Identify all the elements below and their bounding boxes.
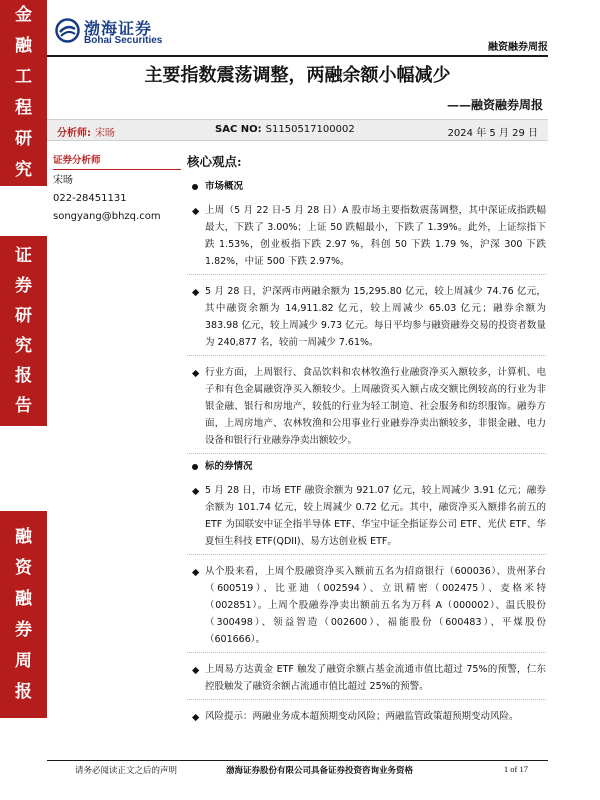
sidebar-char: 融 bbox=[15, 588, 32, 609]
sidebar-char: 报 bbox=[15, 365, 32, 386]
sidebar-char: 究 bbox=[15, 160, 32, 180]
sidebar-char: 券 bbox=[15, 275, 32, 296]
bullet-dot-icon bbox=[192, 184, 198, 190]
analyst-info-column bbox=[53, 152, 181, 224]
analyst-name-line: 宋旸 bbox=[53, 175, 73, 186]
sac-field bbox=[215, 124, 355, 135]
section-title: 标的券情况 bbox=[205, 461, 253, 472]
sidebar-char: 究 bbox=[15, 335, 32, 356]
sidebar-char: 工 bbox=[15, 67, 32, 87]
sidebar-char: 资 bbox=[15, 557, 32, 578]
dotted-divider bbox=[187, 652, 546, 653]
sidebar-char: 融 bbox=[15, 36, 32, 56]
sac-number: S1150517100002 bbox=[265, 124, 355, 135]
bullet-icon: ◆ bbox=[192, 368, 200, 379]
bullet-dot-icon bbox=[192, 464, 198, 470]
sidebar-char: 报 bbox=[15, 681, 32, 702]
sidebar-char: 融 bbox=[15, 526, 32, 547]
bullet-icon: ◆ bbox=[192, 486, 200, 497]
paragraph-text: 上周（5 月 22 日-5 月 28 日）A 股市场主要指数震荡调整，其中深证成指跌幅最大，下跌了 3.00%；上证 50 跌幅最小，下跌了 1.39%。此外，上证综指下跌 1.53%，创业板指下跌 2.97 %，科创 50 下跌 1.79 %，沪深 300 下跌 1.82%，中证 500 下跌 2.97%。 bbox=[205, 205, 546, 267]
bullet-icon: ◆ bbox=[192, 567, 200, 578]
sidebar-char: 研 bbox=[15, 129, 32, 149]
sidebar-char: 告 bbox=[15, 395, 32, 416]
analyst-phone: 022-28451131 bbox=[53, 193, 127, 204]
header-divider bbox=[47, 55, 548, 57]
meta-bar bbox=[47, 119, 548, 141]
paragraph-etf bbox=[187, 482, 548, 555]
sidebar-char: 证 bbox=[15, 245, 32, 266]
sidebar-char: 研 bbox=[15, 305, 32, 326]
bullet-icon: ◆ bbox=[192, 712, 200, 723]
sidebar-category-research-report bbox=[0, 236, 47, 426]
sidebar-category-financial-engineering bbox=[0, 0, 47, 186]
paragraph-stocks bbox=[187, 563, 548, 653]
section-market-overview bbox=[187, 180, 548, 194]
sac-label: SAC NO: bbox=[215, 124, 262, 135]
paragraph-industry bbox=[187, 364, 548, 454]
analyst-heading: 证券分析师 bbox=[53, 152, 181, 170]
section-etf-overview bbox=[187, 460, 548, 474]
sidebar-category-margin-weekly bbox=[0, 511, 47, 718]
analyst-name: 宋旸 bbox=[95, 128, 115, 139]
report-subtitle: ——融资融券周报 bbox=[446, 98, 543, 112]
sidebar-char: 金 bbox=[15, 5, 32, 25]
dotted-divider bbox=[187, 699, 546, 700]
footer-disclaimer: 请务必阅读正文之后的声明 bbox=[75, 766, 178, 776]
logo-text-en: Bohai Securities bbox=[84, 35, 163, 46]
paragraph-risk bbox=[187, 708, 548, 725]
paragraph-text: 5 月 28 日，沪深两市两融余额为 15,295.80 亿元，较上周减少 74.76 亿元，其中融资余额为 14,911.82 亿元，较上周减少 65.03 亿元；融券余额为 383.98 亿元，较上周减少 9.73 亿元。每日平均参与融资融券交易的投资者数量为 240,877 名，较前一周减少 7.61%。 bbox=[205, 286, 546, 348]
footer-divider bbox=[47, 760, 548, 761]
report-type-label: 融资融券周报 bbox=[488, 42, 548, 53]
dotted-divider bbox=[187, 355, 546, 356]
paragraph-warnings bbox=[187, 661, 548, 700]
report-title: 主要指数震荡调整，两融余额小幅减少 bbox=[144, 65, 451, 86]
bullet-icon: ◆ bbox=[192, 287, 200, 298]
analyst-label: 分析师: bbox=[57, 128, 91, 139]
left-sidebar bbox=[0, 0, 47, 800]
page-number: 1 of 17 bbox=[503, 764, 528, 774]
bullet-icon: ◆ bbox=[192, 206, 200, 217]
analyst-email[interactable]: songyang@bhzq.com bbox=[53, 211, 161, 222]
analyst-field bbox=[57, 124, 115, 139]
dotted-divider bbox=[187, 554, 546, 555]
logo-text-cn: 渤海证券 bbox=[84, 19, 153, 38]
section-title: 市场概况 bbox=[205, 181, 244, 192]
paragraph-text: 从个股来看，上周个股融资净买入额前五名为招商银行（600036）、贵州茅台（600519）、比亚迪（002594）、立讯精密（002475）、麦格米特（002851）。上周个股融券净卖出额前五名为万科 A（000002）、温氏股份（300498）、领益智造（002600）、福能股份（600483）、平煤股份（601666）。 bbox=[205, 566, 546, 645]
paragraph-text: 5 月 28 日，市场 ETF 融资余额为 921.07 亿元，较上周减少 3.91 亿元；融券余额为 101.74 亿元，较上周减少 0.72 亿元。其中，融资净买入额排名前五的 ETF 为国联安中证全指半导体 ETF、华宝中证全指证券公司 ETF、光伏 ETF、华夏恒生科技 ETF(QDII)、易方达创业板 ETF。 bbox=[205, 485, 546, 547]
sidebar-char: 券 bbox=[15, 619, 32, 640]
report-date: 2024 年 5 月 29 日 bbox=[447, 128, 538, 139]
paragraph-text: 上周易方达黄金 ETF 触发了融资余额占基金流通市值比超过 75%的预警，仁东控股触发了融资余额占流通市值比超过 25%的预警。 bbox=[205, 664, 546, 692]
dotted-divider bbox=[187, 274, 546, 275]
paragraph-margin-balance bbox=[187, 283, 548, 356]
paragraph-text: 风险提示：两融业务成本超预期变动风险；两融监管政策超预期变动风险。 bbox=[205, 711, 519, 722]
dotted-divider bbox=[187, 453, 546, 454]
sidebar-char: 周 bbox=[15, 650, 32, 671]
main-content bbox=[187, 152, 548, 725]
logo-icon bbox=[55, 18, 80, 43]
core-view-heading: 核心观点: bbox=[187, 154, 242, 169]
paragraph-text: 行业方面，上周银行、食品饮料和农林牧渔行业融资净买入额较多，计算机、电子和有色金属融资净买入额较少。上周融资买入额占成交额比例较高的行业为非银金融、银行和房地产，较低的行业为轻工制造、社会服务和纺织服饰。融券方面，上周房地产、农林牧渔和公用事业行业融券净卖出额较多，非银金融、电力设备和银行行业融券净卖出额较少。 bbox=[205, 367, 546, 446]
paragraph-index-performance bbox=[187, 202, 548, 275]
footer-company: 渤海证券股份有限公司具备证券投资咨询业务资格 bbox=[226, 766, 414, 776]
bullet-icon: ◆ bbox=[192, 665, 200, 676]
sidebar-char: 程 bbox=[15, 98, 32, 118]
